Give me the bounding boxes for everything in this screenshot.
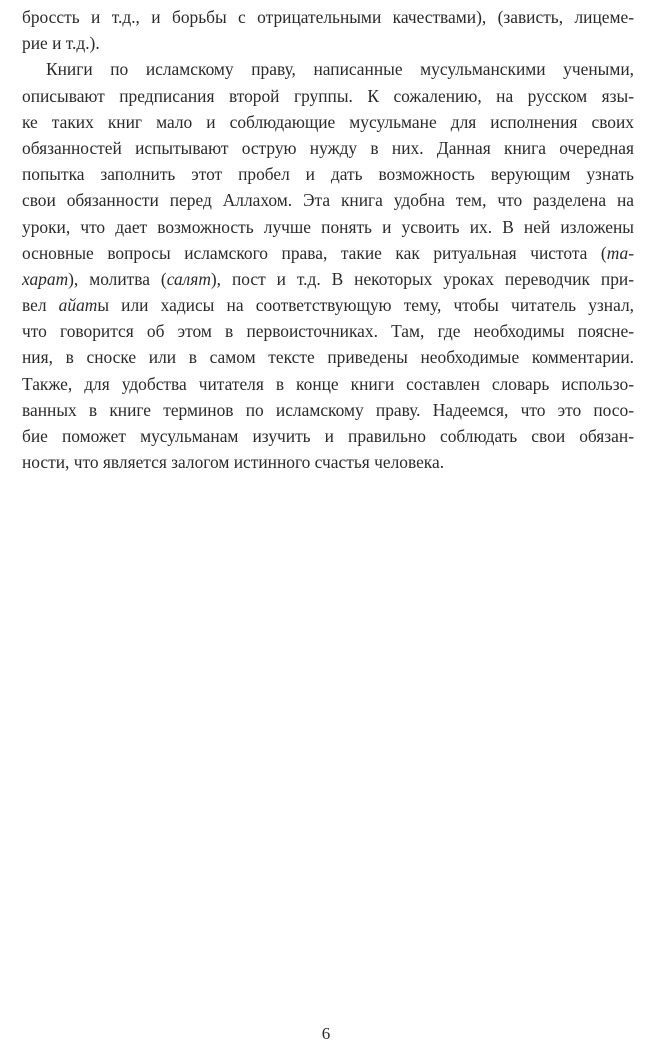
paragraph-books-on-islamic-law xyxy=(22,56,634,475)
text-line xyxy=(22,292,634,318)
text-line: описывают предписания второй группы. К сожалению, на русском язы- xyxy=(22,85,634,106)
text-line xyxy=(22,240,634,266)
paragraph-intro-continuation xyxy=(22,4,634,56)
text-line: ния, в сноске или в самом тексте приведены необходимые комментарии. xyxy=(22,347,634,368)
text-line: Также, для удобства читателя в конце книги составлен словарь использо- xyxy=(22,373,634,394)
text-segment: ы или хадисы на соответствующую тему, чтобы читатель узнал, xyxy=(97,295,634,316)
text-segment: ), пост и т.д. В некоторых уроках переводчик при- xyxy=(210,268,634,289)
text-line: что говорится об этом в первоисточниках. Там, где необходимы поясне- xyxy=(22,321,634,342)
text-line: ке таких книг мало и соблюдающие мусульмане для исполнения своих xyxy=(22,111,634,132)
text-line: ванных в книге терминов по исламскому праву. Надеемся, что это посо- xyxy=(22,399,634,420)
text-line: рие и т.д.). xyxy=(22,33,100,54)
text-line: Книги по исламскому праву, написанные мусульманскими учеными, xyxy=(46,59,634,80)
page-number: 6 xyxy=(321,1024,331,1043)
italic-term-taharat: та- xyxy=(606,242,634,263)
text-line: свои обязанности перед Аллахом. Эта книга удобна тем, что разделена на xyxy=(22,190,634,211)
text-segment: основные вопросы исламского права, такие как ритуальная чистота ( xyxy=(22,242,607,263)
page-body xyxy=(22,4,634,475)
italic-term-salyat: салят xyxy=(166,268,211,289)
text-line: уроки, что дает возможность лучше понять и усвоить их. В ней изложены xyxy=(22,216,634,237)
italic-term-ayat: айат xyxy=(58,295,98,316)
text-segment: ), молитва ( xyxy=(68,268,167,289)
text-segment: вел xyxy=(22,295,59,316)
text-line xyxy=(22,266,634,292)
text-line: ности, что является залогом истинного счастья человека. xyxy=(22,452,445,473)
text-line: бие поможет мусульманам изучить и правильно соблюдать свои обязан- xyxy=(22,426,634,446)
text-line: бросcть и т.д., и борьбы с отрицательными качествами), (зависть, лицеме- xyxy=(22,7,634,27)
text-line: обязанностей испытывают острую нужду в них. Данная книга очередная xyxy=(22,137,634,158)
italic-term-taharat: харат xyxy=(22,268,69,289)
text-line: попытка заполнить этот пробел и дать возможность верующим узнать xyxy=(22,164,634,185)
